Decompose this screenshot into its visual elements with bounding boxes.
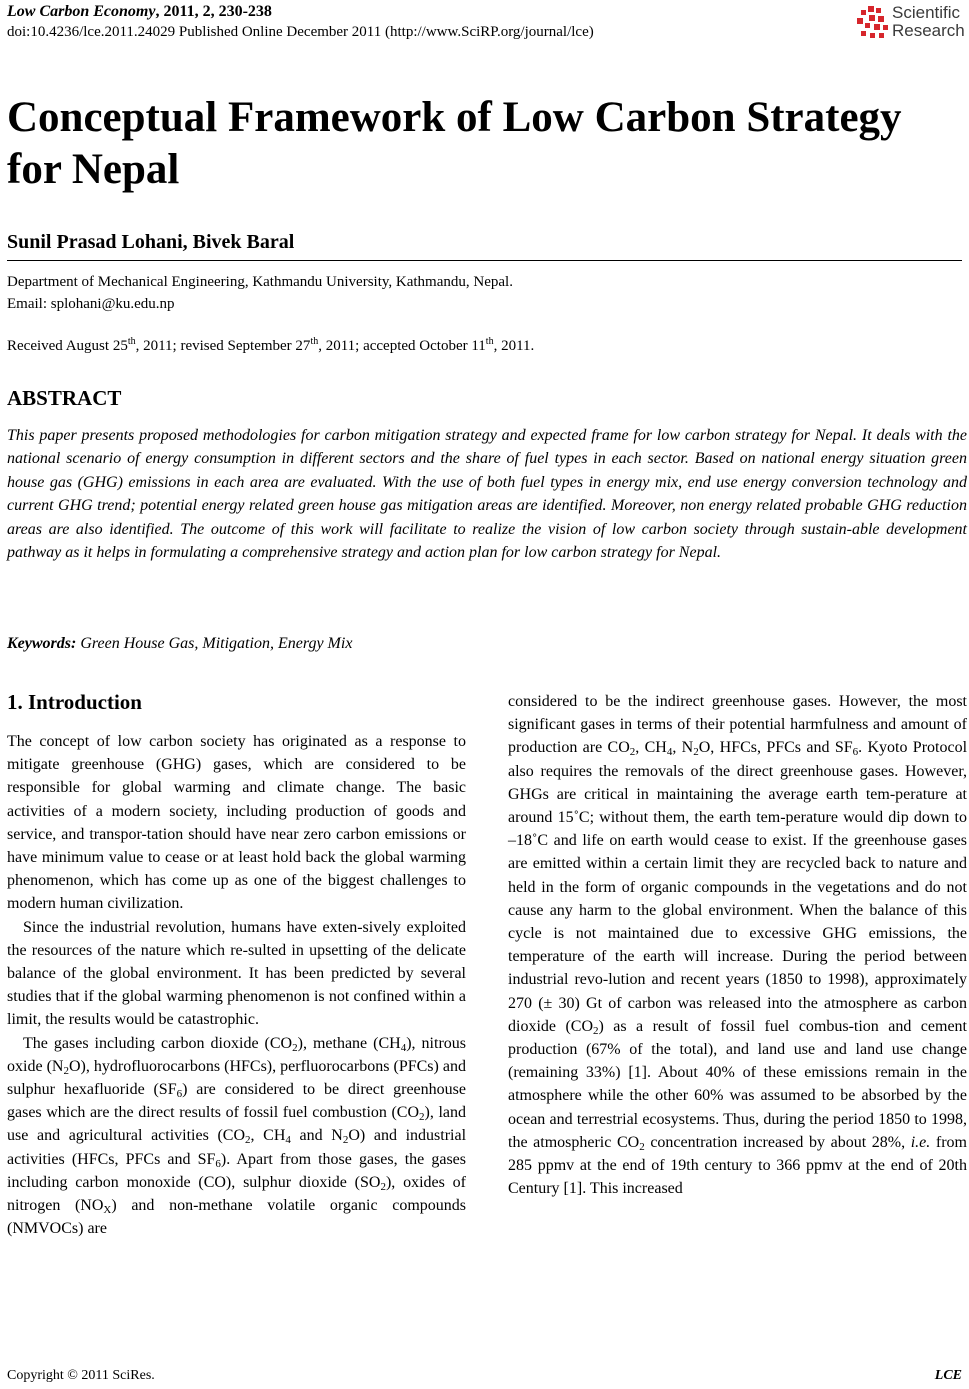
right-column [508,690,967,1200]
received-dates: Received August 25th, 2011; revised September 27th, 2011; accepted October 11th, 2011. [7,336,535,354]
publisher-logo-icon [852,6,890,40]
keywords: Keywords: Green House Gas, Mitigation, Energy Mix [7,635,353,652]
footer-copyright: Copyright © 2011 SciRes. [7,1368,155,1383]
journal-volume: , 2011, 2, 230-238 [155,3,272,20]
logo-text-research: Research [892,21,965,40]
paragraph: Since the industrial revolution, humans have exten-sively exploited the resources of the nature which re-sulted in upsetting of the delicate balance of the global environment. It has been predicted by several studies that if the global warming phenomenon is not confined within a limit, the results would be catastrophic. [7,918,466,1029]
affiliation: Department of Mechanical Engineering, Kathmandu University, Kathmandu, Nepal. [7,274,513,290]
paragraph: considered to be the indirect greenhouse gases. However, the most significant gases in terms of their potential harmfulness and amount of production are $CO_2$, $CH_4$, $N_2O$, HFCs, PFCs and $SF_6$. Kyoto Protocol also requires the removals of the direct greenhouse gases. However, GHGs are critical in maintaining the average earth tem-perature at around 15˚C; without them, the earth tem-perature would dip down to –18˚C and life on earth would cease to exist. If the greenhouse gases are emitted within a certain limit they are recycled back to nature and held in the form of organic compounds in the vegetations and do not cause any harm to the global environment. When the balance of this cycle is not maintained due to excessive GHG emissions, the temperature of the earth will increase. During the period between industrial revo-lution and recent years (1850 to 1998), approximately 270 (± 30) Gt of carbon was released into the atmosphere as carbon dioxide $(CO_2)$ as a result of fossil fuel combus-tion and cement production (67% of the total), and land use and land use change (remaining 33%) [1]. About 40% of these emissions remain in the atmosphere while the other 60% was assumed to be absorbed by the ocean and terrestrial ecosystems. Thus, during the period 1850 to 1998, the atmospheric $CO_2$ concentration increased by about 28%, i.e. from 285 ppmv at the end of 19th century to 366 ppmv at the end of 20th Century [1]. This increased [508,693,968,1198]
email: Email: splohani@ku.edu.np [7,296,175,312]
keywords-values: Green House Gas, Mitigation, Energy Mix [80,635,353,652]
authors: Sunil Prasad Lohani, Bivek Baral [7,231,295,253]
journal-name: Low Carbon Economy [7,3,156,20]
left-column [7,730,466,1240]
publisher-logo [852,4,967,44]
doi-line: doi:10.4236/lce.2011.24029 Published Online December 2011 (http://www.SciRP.org/journal/lce) [7,24,594,40]
title-divider [7,260,962,261]
keywords-label: Keywords [7,635,71,652]
section-heading-introduction: 1. Introduction [7,690,142,714]
abstract-heading: ABSTRACT [7,386,122,410]
paragraph: The concept of low carbon society has originated as a response to mitigate greenhouse (GHG) gases, which are considered to be responsible for global warming and climate change. The basic activities of a modern society, including production of goods and service, and transpor-tation should have near zero carbon emissions or have minimum value to cease or at least hold back the global warming phenomenon, which has come up as one of the biggest challenges to modern human civilization. [7,733,466,913]
logo-text-scientific: Scientific [892,3,961,22]
paragraph: The gases including carbon dioxide $(CO_2)$, methane $(CH_4)$, nitrous oxide $(N_2O)$, hydrofluorocarbons (HFCs), perfluorocarbons (PFCs) and sulphur hexafluoride $(SF_6)$ are considered to be direct greenhouse gases which are the direct results of fossil fuel combustion $(CO_2)$, land use and agricultural activities ($CO_2$, $CH_4$ and $N_2O$) and industrial activities (HFCs, PFCs and $SF_6$). Apart from those gases, the gases including carbon monoxide (CO), sulphur dioxide $(SO_2)$, oxides of nitrogen $(NO_X)$ and non-methane volatile organic compounds (NMVOCs) are [7,1034,467,1238]
abstract-text: This paper presents proposed methodologies for carbon mitigation strategy and expected frame for low carbon strategy for Nepal. It deals with the national scenario of energy consumption in different sectors and the share of fuel types in each sector. Based on national energy situation green house gas (GHG) emissions in each area are evaluated. With the use of both fuel types in energy mix, end use energy conversion technology and current GHG trend; potential energy related green house gas mitigation areas are identified. Moreover, non energy related probable GHG reduction areas are also identified. The outcome of this work will facilitate to realize the vision of low carbon society through sustain-able development pathway as it helps in formulating a comprehensive strategy and action plan for low carbon strategy for Nepal. [7,427,967,562]
paper-title: Conceptual Framework of Low Carbon Strategy for Nepal [7,94,902,193]
footer-journal-abbr: LCE [934,1368,962,1383]
journal-citation [7,2,272,22]
